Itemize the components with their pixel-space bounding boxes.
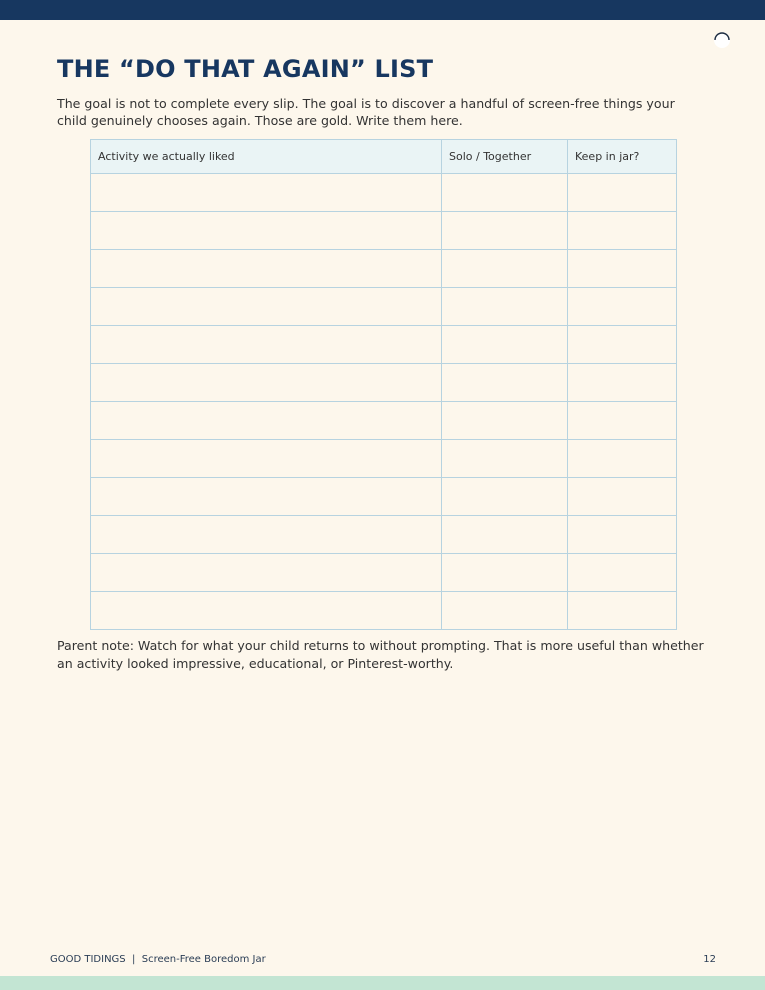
solo-together-cell: [442, 174, 568, 212]
solo-together-cell: [442, 478, 568, 516]
solo-together-cell: [442, 288, 568, 326]
solo-together-cell: [442, 592, 568, 630]
do-that-again-table: [90, 139, 677, 630]
solo-together-cell: [442, 402, 568, 440]
footer-brand-line: [50, 954, 266, 965]
table-row: [91, 478, 677, 516]
keep-in-jar-cell: [568, 212, 677, 250]
activity-cell: [91, 516, 442, 554]
column-header-solo-together: Solo / Together: [442, 140, 568, 174]
keep-in-jar-cell: [568, 478, 677, 516]
table-row: [91, 326, 677, 364]
table-body: [91, 174, 677, 630]
intro-paragraph: The goal is not to complete every slip. The goal is to discover a handful of screen-free things your child genuinely chooses again. Those are gold. Write them here.: [57, 96, 675, 128]
table-row: [91, 250, 677, 288]
keep-in-jar-cell: [568, 174, 677, 212]
page-number: 12: [703, 954, 716, 965]
table-row: [91, 402, 677, 440]
bottom-color-bar: [0, 976, 765, 990]
table-row: [91, 516, 677, 554]
activity-cell: [91, 478, 442, 516]
activity-cell: [91, 212, 442, 250]
table-row: [91, 288, 677, 326]
activity-cell: [91, 592, 442, 630]
keep-in-jar-cell: [568, 592, 677, 630]
table-row: [91, 364, 677, 402]
footer-separator: |: [132, 954, 136, 965]
activity-cell: [91, 174, 442, 212]
solo-together-cell: [442, 250, 568, 288]
keep-in-jar-cell: [568, 288, 677, 326]
keep-in-jar-cell: [568, 326, 677, 364]
table-row: [91, 212, 677, 250]
table-row: [91, 554, 677, 592]
activity-cell: [91, 440, 442, 478]
solo-together-cell: [442, 516, 568, 554]
top-color-bar: [0, 0, 765, 20]
keep-in-jar-cell: [568, 516, 677, 554]
activity-cell: [91, 326, 442, 364]
activity-cell: [91, 402, 442, 440]
activity-cell: [91, 288, 442, 326]
partial-circle-icon: [712, 30, 732, 50]
solo-together-cell: [442, 554, 568, 592]
activity-cell: [91, 364, 442, 402]
table-row: [91, 592, 677, 630]
keep-in-jar-cell: [568, 364, 677, 402]
footer-brand: GOOD TIDINGS: [50, 954, 126, 965]
solo-together-cell: [442, 440, 568, 478]
keep-in-jar-cell: [568, 440, 677, 478]
activity-cell: [91, 554, 442, 592]
table-row: [91, 174, 677, 212]
column-header-keep-in-jar: Keep in jar?: [568, 140, 677, 174]
solo-together-cell: [442, 326, 568, 364]
solo-together-cell: [442, 364, 568, 402]
table-row: [91, 440, 677, 478]
keep-in-jar-cell: [568, 250, 677, 288]
parent-note: Parent note: Watch for what your child returns to without prompting. That is more useful than whether an activity looked impressive, educational, or Pinterest-worthy.: [57, 638, 704, 671]
table-header-row: [91, 140, 677, 174]
page-title: THE “DO THAT AGAIN” LIST: [57, 55, 434, 83]
keep-in-jar-cell: [568, 554, 677, 592]
activity-cell: [91, 250, 442, 288]
solo-together-cell: [442, 212, 568, 250]
keep-in-jar-cell: [568, 402, 677, 440]
footer-product: Screen-Free Boredom Jar: [141, 954, 266, 965]
column-header-activity: Activity we actually liked: [91, 140, 442, 174]
